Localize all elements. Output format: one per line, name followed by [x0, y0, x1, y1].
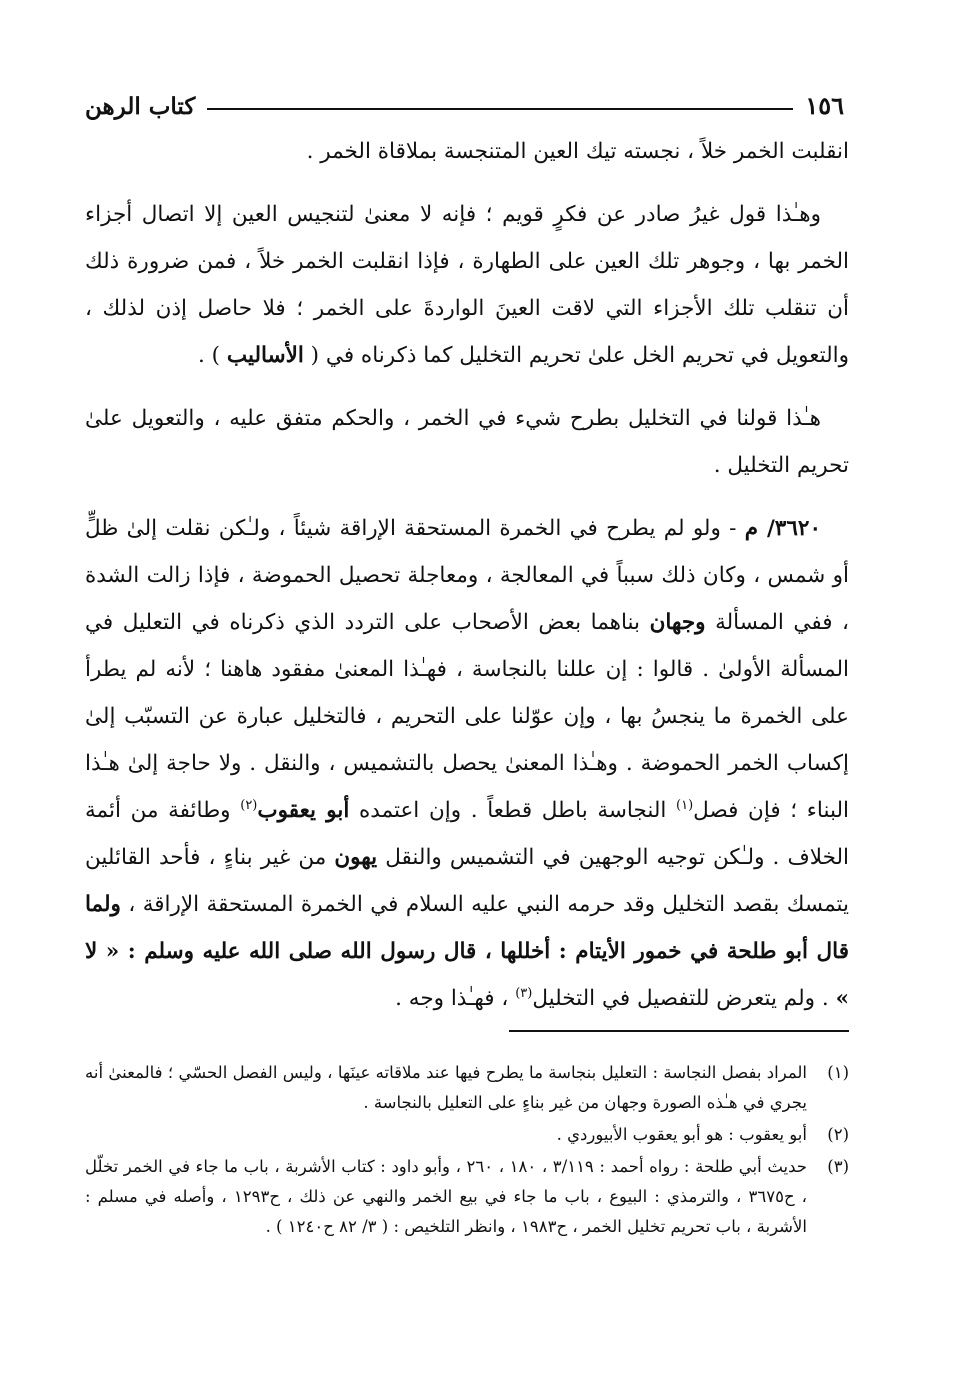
footnote-item	[85, 1120, 849, 1150]
footnote-ref-3[interactable]: (٣)	[515, 985, 533, 1001]
bold-yahun: يهون	[334, 845, 378, 870]
header-rule	[207, 108, 793, 110]
paragraph-continuation: انقلبت الخمر خلاً ، نجسته تيك العين المتنجسة بملاقاة الخمر .	[306, 139, 849, 164]
footnotes	[85, 1058, 849, 1244]
bold-wajhan: وجهان	[649, 610, 706, 635]
footnote-item	[85, 1058, 849, 1118]
footnote-ref-1[interactable]: (١)	[676, 797, 694, 813]
reference-asalib: الأساليب	[226, 343, 304, 368]
footnote-number: (٣)	[827, 1157, 849, 1176]
footnote-text: حديث أبي طلحة : رواه أحمد : ٣/١١٩ ، ١٨٠ ، ٢٦٠ ، وأبو داود : كتاب الأشربة ، باب ما جاء في الخمر تخلّل ، ح٣٦٧٥ ، والترمذي : البيوع ، باب ما جاء في بيع الخمر والنهي عن ذلك ، ح١٢٩٣ ، وأصله في مسلم : الأشربة ، باب تحريم تخليل الخمر ، ح١٩٨٣ ، وانظر التلخيص : ( ٣/ ٨٢ ح١٢٤٠ ) .	[85, 1157, 808, 1236]
page-header	[85, 80, 844, 120]
book-title: كتاب الرهن	[85, 93, 196, 120]
footnote-ref-2[interactable]: (٢)	[240, 797, 258, 813]
footnote-text: المراد بفصل النجاسة : التعليل بنجاسة ما يطرح فيها عند ملاقاته عينَها ، وليس الفصل الحسّي ؛ فالمعنىٰ أنه يجري في هـٰذه الصورة وجهان من غير بناءٍ على التعليل بالنجاسة .	[85, 1063, 807, 1112]
paragraph-summary: هـٰذا قولنا في التخليل بطرح شيء في الخمر ، والحكم متفق عليه ، والتعويل علىٰ تحريم التخليل .	[85, 406, 849, 478]
footnote-separator	[509, 1030, 849, 1032]
bold-abu-yaqub: أبو يعقوب	[257, 798, 350, 823]
footnote-text: أبو يعقوب : هو أبو يعقوب الأبيوردي .	[556, 1125, 807, 1144]
page-number: ١٥٦	[805, 91, 844, 120]
issue-number: ٣٦٢٠/ م	[744, 516, 821, 541]
bold-hadith: ولما قال أبو طلحة في خمور الأيتام : أخللها ، قال رسول الله صلى الله عليه وسلم : « لا »	[85, 892, 849, 1011]
paragraph-issue-3620: ٣٦٢٠/ م - ولو لم يطرح في الخمرة المستحقة الإراقة شيئاً ، ولـٰكن نقلت إلىٰ ظلٍّ أو شمس ، وكان ذلك سبباً في المعالجة ، ومعاجلة تحصيل الحموضة ، فإذا زالت الشدة ، ففي المسألة وجهان بناهما بعض الأصحاب على التردد الذي ذكرناه في التعليل في المسألة الأولىٰ . قالوا : إن عللنا بالنجاسة ، فهـٰذا المعنىٰ مفقود هاهنا ؛ لأنه لم يطرأ على الخمرة ما ينجسُ بها ، وإن عوّلنا على التحريم ، فالتخليل عبارة عن التسبّب إلىٰ إكساب الخمر الحموضة . وهـٰذا المعنىٰ يحصل بالتشميس ، والنقل . ولا حاجة إلىٰ هـٰذا البناء ؛ فإن فصل$^{(١)}$ النجاسة باطل قطعاً . وإن اعتمده أبو يعقوب$^{(٢)}$ وطائفة من أئمة الخلاف . ولـٰكن توجيه الوجهين في التشميس والنقل يهون من غير بناءٍ ، فأحد القائلين يتمسك بقصد التخليل وقد حرمه النبي عليه السلام في الخمرة المستحقة الإراقة ، ولما قال أبو طلحة في خمور الأيتام : أخللها ، قال رسول الله صلى الله عليه وسلم : « لا » . ولم يتعرض للتفصيل في التخليل$^{(٣)}$ ، فهـٰذا وجه .	[85, 516, 849, 1011]
footnote-number: (٢)	[827, 1125, 849, 1144]
footnote-number: (١)	[827, 1063, 849, 1082]
footnote-item	[85, 1152, 849, 1242]
body-text	[85, 128, 849, 1022]
paragraph-refutation: وهـٰذا قول غيرُ صادر عن فكرٍ قويم ؛ فإنه لا معنىٰ لتنجيس العين إلا اتصال أجزاء الخمر بها ، وجوهر تلك العين على الطهارة ، فإذا انقلبت الخمر خلاً ، فمن ضرورة ذلك أن تنقلب تلك الأجزاء التي لاقت العينَ الواردةَ على الخمر ؛ فلا حاصل إذن لذلك ، والتعويل في تحريم الخل علىٰ تحريم التخليل كما ذكرناه في ( الأساليب ) .	[85, 202, 849, 368]
